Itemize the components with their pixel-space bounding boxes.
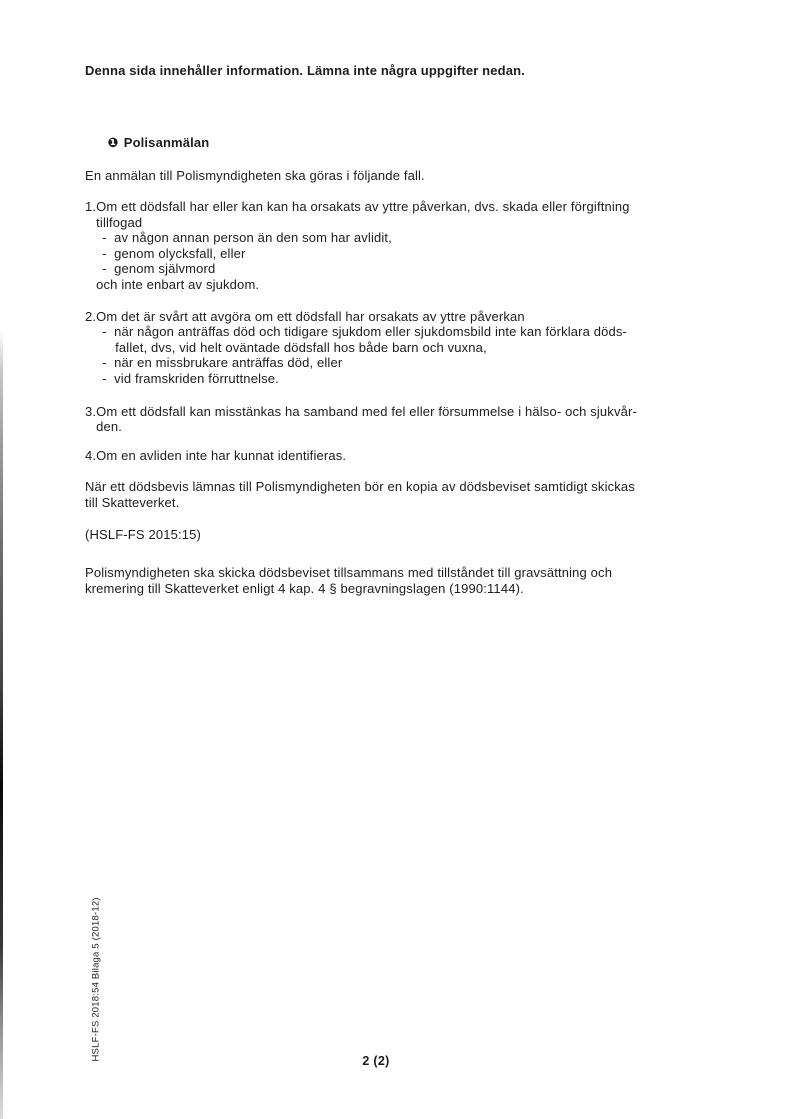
- section-intro: En anmälan till Polismyndigheten ska göras i följande fall.: [85, 168, 425, 184]
- paragraph-line: När ett dödsbevis lämnas till Polismyndigheten bör en kopia av dödsbeviset samtidigt skickas: [85, 479, 635, 495]
- paragraph-line: kremering till Skatteverket enligt 4 kap. 4 § begravningslagen (1990:1144).: [85, 580, 524, 596]
- item-body: [96, 448, 745, 464]
- item-text-line: och inte enbart av sjukdom.: [96, 276, 260, 292]
- bullet-line: - när någon anträffas död och tidigare sjukdom eller sjukdomsbild inte kan förklara döds-: [102, 324, 628, 340]
- list-item-4: [85, 448, 745, 464]
- page-number: 2 (2): [362, 1054, 390, 1068]
- list-item-1: [85, 199, 745, 293]
- item-number: 4.: [85, 447, 97, 463]
- item-body: [96, 199, 745, 293]
- item-text-line: tillfogad: [96, 214, 143, 230]
- form-code-vertical-label: HSLF-FS 2018:54 Bilaga 5 (2018-12): [90, 897, 102, 1062]
- regulation-reference: (HSLF-FS 2015:15): [85, 527, 201, 543]
- item-number: 1.: [85, 198, 97, 214]
- list-item-2: [85, 309, 745, 387]
- item-text-line: den.: [96, 419, 123, 435]
- page-notice: Denna sida innehåller information. Lämna inte några uppgifter nedan.: [85, 63, 525, 78]
- bullet-line: - genom självmord: [102, 261, 216, 277]
- document-content: [85, 63, 745, 596]
- bullet-line: - när en missbrukare anträffas död, eller: [102, 355, 343, 371]
- list-item-3: [85, 404, 745, 435]
- scan-artifact-line: [0, 330, 3, 1119]
- circled-one-icon: ❶: [107, 135, 119, 151]
- item-body: [96, 404, 745, 435]
- item-text-line: Om ett dödsfall har eller kan kan ha orsakats av yttre påverkan, dvs. skada eller förgiftning: [96, 198, 630, 214]
- section-heading: [85, 120, 745, 167]
- bullet-line: - genom olycksfall, eller: [102, 245, 246, 261]
- bullet-continuation-line: fallet, dvs, vid helt oväntade dödsfall hos både barn och vuxna,: [115, 339, 487, 355]
- item-text-line: Om ett dödsfall kan misstänkas ha samband med fel eller försummelse i hälso- och sjukvår-: [96, 403, 637, 419]
- item-number: 3.: [85, 403, 97, 419]
- paragraph-skatteverket: [85, 565, 745, 596]
- item-number: 2.: [85, 308, 97, 324]
- item-body: [96, 309, 745, 387]
- bullet-line: - av någon annan person än den som har avlidit,: [102, 230, 392, 246]
- item-text-line: Om en avliden inte har kunnat identifieras.: [96, 447, 347, 463]
- item-text-line: Om det är svårt att avgöra om ett dödsfall har orsakats av yttre påverkan: [96, 308, 525, 324]
- paragraph-line: Polismyndigheten ska skicka dödsbeviset tillsammans med tillståndet till gravsättning och: [85, 565, 613, 581]
- section-title: Polisanmälan: [123, 135, 210, 151]
- bullet-line: - vid framskriden förruttnelse.: [102, 370, 279, 386]
- paragraph-dodsbevis: [85, 479, 745, 510]
- paragraph-line: till Skatteverket.: [85, 494, 180, 510]
